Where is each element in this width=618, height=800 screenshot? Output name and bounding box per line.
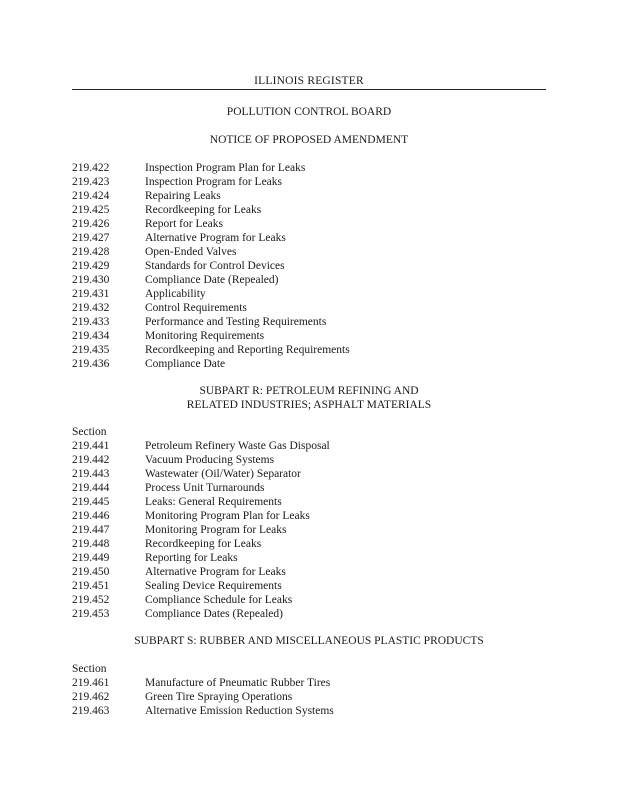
section-number: 219.448	[72, 538, 110, 550]
section-title: Performance and Testing Requirements	[145, 316, 327, 328]
section-number: 219.441	[72, 440, 110, 452]
section-row	[0, 217, 618, 231]
section-number: 219.426	[72, 218, 110, 230]
section-number: 219.433	[72, 316, 110, 328]
header-rule	[72, 89, 546, 90]
agency-name: POLLUTION CONTROL BOARD	[226, 106, 392, 118]
subpart-r-section-label: Section	[72, 426, 107, 438]
section-title: Alternative Program for Leaks	[145, 566, 286, 578]
section-row	[0, 565, 618, 579]
section-number: 219.453	[72, 608, 110, 620]
section-row	[0, 579, 618, 593]
section-row	[0, 690, 618, 704]
section-number: 219.442	[72, 454, 110, 466]
section-number: 219.452	[72, 594, 110, 606]
section-row	[0, 439, 618, 453]
section-number: 219.430	[72, 274, 110, 286]
section-number: 219.435	[72, 344, 110, 356]
section-number: 219.431	[72, 288, 110, 300]
section-row	[0, 537, 618, 551]
section-row	[0, 481, 618, 495]
section-title: Sealing Device Requirements	[145, 580, 282, 592]
section-title: Recordkeeping for Leaks	[145, 204, 262, 216]
section-row	[0, 301, 618, 315]
section-title: Leaks: General Requirements	[145, 496, 282, 508]
section-row	[0, 676, 618, 690]
subpart-s-section-label: Section	[72, 663, 107, 675]
section-row	[0, 287, 618, 301]
section-title: Repairing Leaks	[145, 190, 221, 202]
section-number: 219.443	[72, 468, 110, 480]
section-row	[0, 259, 618, 273]
section-title: Monitoring Program Plan for Leaks	[145, 510, 310, 522]
section-title: Wastewater (Oil/Water) Separator	[145, 468, 301, 480]
section-title: Compliance Date	[145, 358, 226, 370]
section-number: 219.429	[72, 260, 110, 272]
section-title: Inspection Program Plan for Leaks	[145, 162, 306, 174]
section-number: 219.432	[72, 302, 110, 314]
section-title: Compliance Dates (Repealed)	[145, 608, 283, 620]
section-row	[0, 495, 618, 509]
section-title: Standards for Control Devices	[145, 260, 285, 272]
section-row	[0, 175, 618, 189]
section-row	[0, 357, 618, 371]
section-title: Vacuum Producing Systems	[145, 454, 275, 466]
section-title: Recordkeeping for Leaks	[145, 538, 262, 550]
section-row	[0, 203, 618, 217]
section-number: 219.422	[72, 162, 110, 174]
section-row	[0, 523, 618, 537]
section-title: Monitoring Program for Leaks	[145, 524, 287, 536]
section-title: Compliance Date (Repealed)	[145, 274, 279, 286]
section-number: 219.425	[72, 204, 110, 216]
section-title: Petroleum Refinery Waste Gas Disposal	[145, 440, 330, 452]
section-number: 219.447	[72, 524, 110, 536]
section-title: Report for Leaks	[145, 218, 223, 230]
notice-title: NOTICE OF PROPOSED AMENDMENT	[209, 134, 409, 146]
section-number: 219.444	[72, 482, 110, 494]
section-row	[0, 329, 618, 343]
section-row	[0, 467, 618, 481]
section-number: 219.428	[72, 246, 110, 258]
subpart-r-heading-line1: SUBPART R: PETROLEUM REFINING AND	[199, 385, 419, 397]
section-row	[0, 343, 618, 357]
section-number: 219.462	[72, 691, 110, 703]
section-row	[0, 607, 618, 621]
section-number: 219.463	[72, 705, 110, 717]
section-title: Applicability	[145, 288, 206, 300]
section-title: Manufacture of Pneumatic Rubber Tires	[145, 677, 331, 689]
section-title: Alternative Emission Reduction Systems	[145, 705, 334, 717]
section-title: Control Requirements	[145, 302, 247, 314]
section-title: Reporting for Leaks	[145, 552, 238, 564]
section-title: Green Tire Spraying Operations	[145, 691, 293, 703]
section-title: Alternative Program for Leaks	[145, 232, 286, 244]
section-number: 219.450	[72, 566, 110, 578]
section-number: 219.446	[72, 510, 110, 522]
section-row	[0, 453, 618, 467]
section-row	[0, 231, 618, 245]
section-title: Compliance Schedule for Leaks	[145, 594, 293, 606]
section-title: Process Unit Turnarounds	[145, 482, 265, 494]
section-number: 219.445	[72, 496, 110, 508]
section-number: 219.424	[72, 190, 110, 202]
section-title: Recordkeeping and Reporting Requirements	[145, 344, 350, 356]
subpart-r-heading-line2: RELATED INDUSTRIES; ASPHALT MATERIALS	[186, 399, 432, 411]
section-row	[0, 161, 618, 175]
section-title: Inspection Program for Leaks	[145, 176, 283, 188]
section-row	[0, 315, 618, 329]
section-title: Open-Ended Valves	[145, 246, 237, 258]
section-number: 219.423	[72, 176, 110, 188]
section-row	[0, 509, 618, 523]
section-row	[0, 245, 618, 259]
section-number: 219.427	[72, 232, 110, 244]
register-title: ILLINOIS REGISTER	[254, 75, 364, 87]
subpart-s-heading: SUBPART S: RUBBER AND MISCELLANEOUS PLASTIC PRODUCTS	[134, 635, 484, 647]
section-row	[0, 593, 618, 607]
section-number: 219.461	[72, 677, 110, 689]
section-number: 219.434	[72, 330, 110, 342]
section-row	[0, 189, 618, 203]
section-number: 219.449	[72, 552, 110, 564]
section-number: 219.451	[72, 580, 110, 592]
section-row	[0, 273, 618, 287]
section-row	[0, 551, 618, 565]
section-row	[0, 704, 618, 718]
section-number: 219.436	[72, 358, 110, 370]
section-title: Monitoring Requirements	[145, 330, 265, 342]
